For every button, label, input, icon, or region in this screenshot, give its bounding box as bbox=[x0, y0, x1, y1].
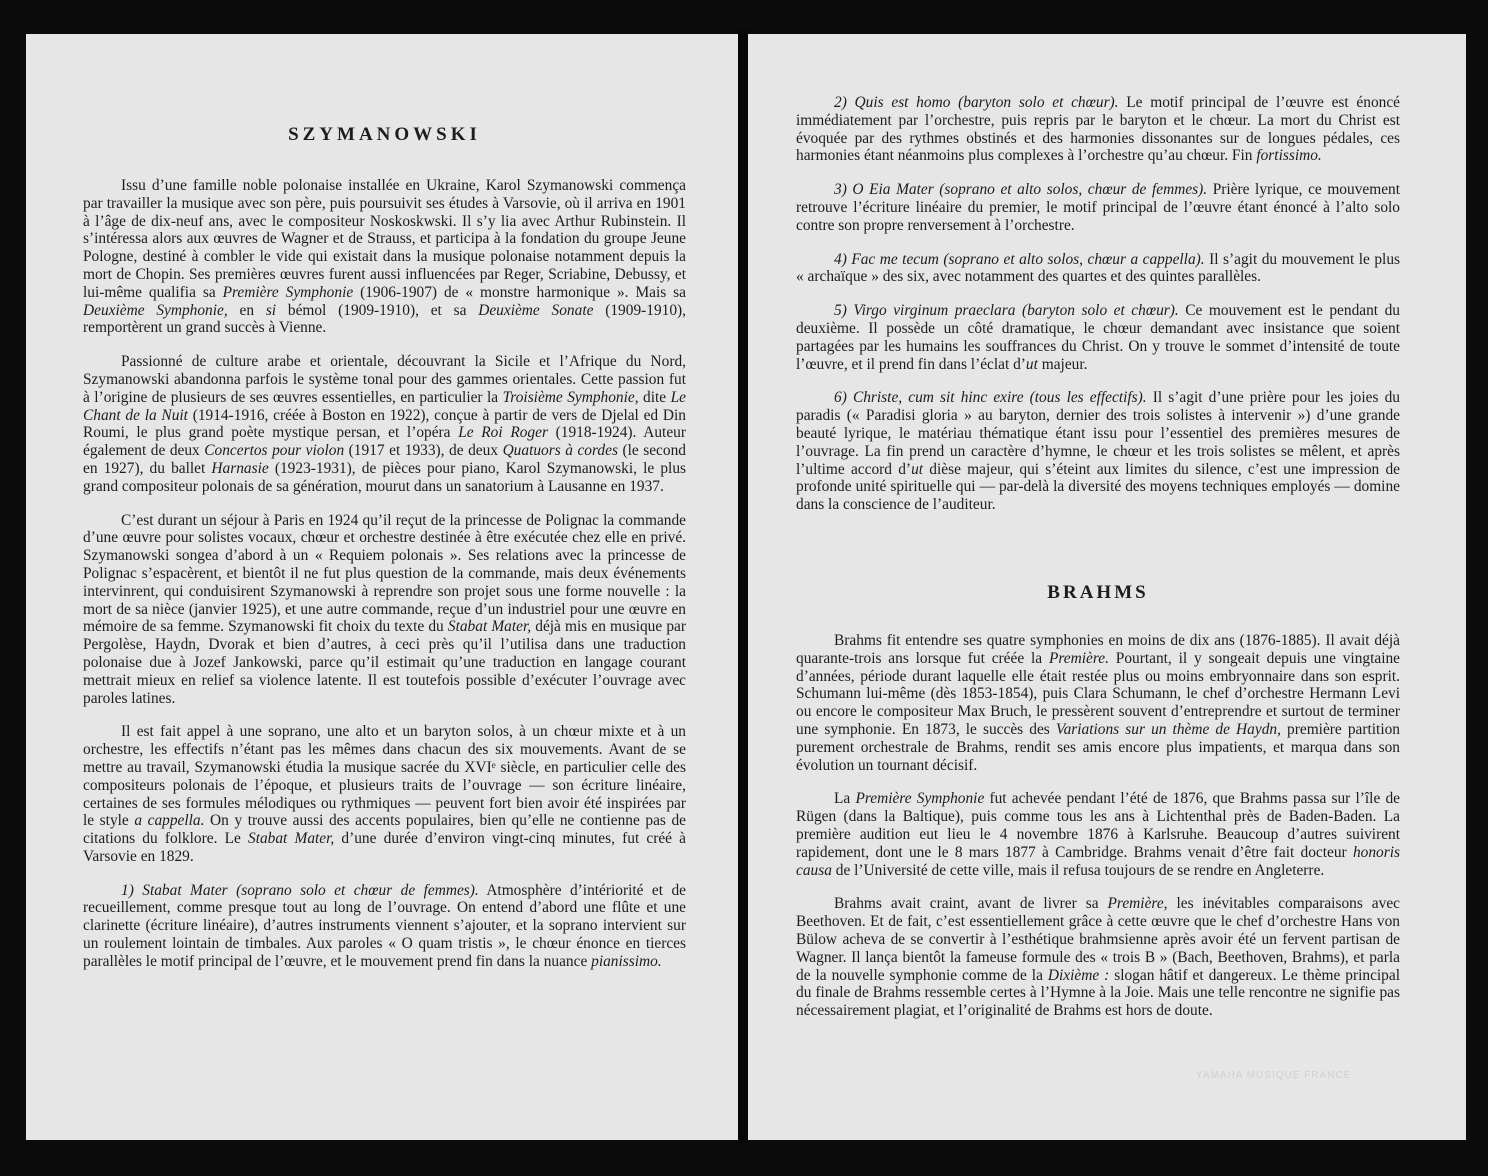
right-paragraphs-bottom bbox=[796, 632, 1400, 1020]
text-run: Brahms fit entendre ses quatre symphonies en moins de dix ans (1876-1885). Il avait déjà quarante-trois ans lorsque fut créée la bbox=[796, 632, 1400, 667]
text-run: dite bbox=[638, 388, 671, 406]
italic-run: ut bbox=[911, 460, 924, 478]
text-run: (1917 et 1933), de deux bbox=[344, 442, 503, 460]
text-run: fut achevée pendant l’été de 1876, que Brahms passa sur l’île de Rügen (dans la Baltique), puis comme tous les ans à Lichtenthal près de Baden-Baden. La première audition eut lieu le 4 novembre 1876 à Karlsruhe. Beaucoup d’autres suivirent rapidement, dont une le 8 mars 1877 à Cambridge. Brahms venait d’être fait docteur bbox=[796, 790, 1400, 861]
text-run: Il s’agit d’une prière pour les joies du paradis (« Paradisi gloria » au baryton, dernier des trois solistes à intervenir ») d’une grande beauté lyrique, le matériau thématique étant issu pour l’essentiel des premières mesures de l’ouvrage. La fin prend un caractère d’hymne, le chœur et les trois solistes se mêlent, et après l’ultime accord d’ bbox=[796, 389, 1400, 478]
text-run: (1914-1916, créée à Boston en 1922), conçue à partir de vers de Djelal ed Din Roumi, le plus grand poète mystique persan, et l’opéra bbox=[83, 406, 686, 442]
italic-run: fortissimo. bbox=[1256, 147, 1322, 165]
italic-run: Variations sur un thème de Haydn, bbox=[1055, 720, 1281, 738]
text-run: Prière lyrique, ce mouvement retrouve l’écriture linéaire du premier, le motif principal de l’œuvre étant énoncé à l’alto solo contre son propre renversement à l’orchestre. bbox=[796, 181, 1400, 234]
text-run: en bbox=[227, 301, 266, 319]
italic-run: si bbox=[265, 301, 277, 319]
italic-run: Dixième : bbox=[1047, 966, 1110, 984]
text-run: première partition purement orchestrale de Brahms, rendit ses amis encore plus impatients, et marqua dans son évolution un tournant décisif. bbox=[796, 720, 1400, 774]
paragraph bbox=[83, 723, 686, 865]
text-run: Pourtant, il y songeait depuis une vingtaine d’années, période durant laquelle elle était restée plus ou moins embryonnaire dans son esprit. Schumann lui-même (dès 1853-1854), puis Clara Schumann, le chef d’orchestre Hermann Levi ou encore le compositeur Max Bruch, le pressèrent souvent d’entreprendre et surtout de terminer une symphonie. En 1873, le succès des bbox=[796, 649, 1401, 738]
text-run: Issu d’une famille noble polonaise installée en Ukraine, Karol Szymanowski commença par travailler la musique avec son père, puis poursuivit ses études à Varsovie, où il arriva en 1901 à l’âge de dix-neuf ans, avec le compositeur Noskoskwski. Il s’y lia avec Arthur Rubinstein. Il s’intéressa alors aux œuvres de Wagner et de Strauss, et participa à la fondation du groupe Jeune Pologne, destiné à combler le vide qui existait dans la musique polonaise notamment depuis la mort de Chopin. Ses premières œuvres furent aussi influencées par Reger, Scriabine, Debussy, et lui-même qualifia sa bbox=[83, 177, 686, 301]
paragraph bbox=[83, 512, 686, 708]
italic-run: Le Chant de la Nuit bbox=[83, 388, 686, 424]
text-run: d’une durée d’environ vingt-cinq minutes, fut créé à Varsovie en 1829. bbox=[83, 830, 686, 865]
italic-run: Quatuors à cordes bbox=[502, 442, 618, 460]
italic-run: Première, bbox=[1107, 895, 1168, 913]
text-run: Il est fait appel à une soprano, une alto et un baryton solos, à un chœur mixte et à un orchestre, les effectifs n’étant pas les mêmes dans chacun des six mouvements. Avant de se mettre au travail, Szymanowski étudia la musique sacrée du XVIᵉ siècle, en particulier celle des compositeurs polonais de l’époque, et plusieurs traits de l’ouvrage — son écriture linéaire, certaines de ses formules mélodiques ou rythmiques — peuvent fort bien avoir été inspirées par le style bbox=[83, 723, 686, 830]
text-run: (1918-1924). Auteur également de deux bbox=[83, 424, 686, 460]
publisher-footer: YAMAHA MUSIQUE FRANCE bbox=[1196, 1070, 1352, 1081]
right-column-top bbox=[796, 94, 1400, 530]
paragraph bbox=[83, 882, 686, 971]
text-run: les inévitables comparaisons avec Beethoven. Et de fait, c’est essentiellement grâce à cette œuvre que le chef d’orchestre Hans von Bülow acheva de se convertir à l’esthétique brahmsienne après avoir été un fervent partisan de Wagner. Il lança bientôt la fameuse formule des « trois B » (Bach, Beethoven, Brahms), et parla de la nouvelle symphonie comme de la bbox=[796, 895, 1400, 984]
italic-run: 5) Virgo virginum praeclara (baryton solo et chœur). bbox=[834, 302, 1179, 320]
italic-run: ut bbox=[1025, 355, 1038, 373]
italic-run: Deuxième Sonate bbox=[478, 301, 594, 319]
italic-run: Le Roi Roger bbox=[458, 424, 548, 442]
text-run: (1923-1931), de pièces pour piano, Karol Szymanowski, le plus grand compositeur polonais de sa génération, mourut dans un sanatorium à Lausanne en 1937. bbox=[83, 459, 687, 495]
italic-run: Stabat Mater, bbox=[447, 618, 532, 636]
paragraph bbox=[796, 895, 1400, 1020]
italic-run: 6) Christe, cum sit hinc exire (tous les effectifs). bbox=[834, 389, 1147, 407]
text-run: On y trouve aussi des accents populaires, bien qu’elle ne contienne pas de citations du folklore. Le bbox=[83, 812, 686, 848]
text-run: Il s’agit du mouvement le plus « archaïque » des six, avec notamment des quartes et des quintes parallèles. bbox=[796, 250, 1401, 286]
right-page bbox=[748, 34, 1466, 1140]
left-page bbox=[26, 34, 738, 1140]
italic-run: Troisième Symphonie, bbox=[502, 388, 639, 406]
text-run: dièse majeur, qui s’éteint aux limites du silence, c’est une impression de profonde unité spirituelle qui — par-delà la diversité des moyens techniques employés — domine dans la conscience de l’auditeur. bbox=[796, 460, 1400, 514]
italic-run: 4) Fac me tecum (soprano et alto solos, chœur a cappella). bbox=[834, 250, 1205, 268]
text-run: (1906-1907) de « monstre harmonique ». Mais sa bbox=[353, 283, 686, 301]
text-run: slogan hâtif et dangereux. Le thème principal du finale de Brahms ressemble certes à l’Hymne à la Joie. Mais une telle rencontre ne signifie pas nécessairement plagiat, et l’originalité de Brahms est hors de doute. bbox=[796, 966, 1400, 1020]
text-run: déjà mis en musique par Pergolèse, Haydn, Dvorak et bien d’autres, à ceci près qu’il l’utilisa dans une traduction polonaise due à Jozef Jankowski, parce qu’il estimait qu’une traduction en langage courant mettrait mieux en relief sa violence latente. Il est toutefois possible d’exécuter l’ouvrage avec paroles latines. bbox=[83, 618, 686, 707]
text-run: majeur. bbox=[1037, 355, 1088, 373]
italic-run: pianissimo. bbox=[591, 952, 662, 970]
paragraph bbox=[796, 389, 1400, 514]
szymanowski-title: SZYMANOWSKI bbox=[288, 124, 481, 145]
paragraph bbox=[83, 177, 686, 337]
text-run: de l’Université de cette ville, mais il refusa toujours de se rendre en Angleterre. bbox=[831, 861, 1325, 879]
text-run: Brahms avait craint, avant de livrer sa bbox=[834, 895, 1108, 913]
book-fold bbox=[738, 30, 748, 1142]
italic-run: 2) Quis est homo (baryton solo et chœur). bbox=[834, 94, 1119, 111]
paragraph bbox=[796, 94, 1400, 165]
text-run: C’est durant un séjour à Paris en 1924 qu’il reçut de la princesse de Polignac la commande d’une œuvre pour solistes vocaux, chœur et orchestre destinée à être exécutée chez elle en privé. Szymanowski songea d’abord à un « Requiem polonais ». Ses relations avec la princesse de Polignac s’espacèrent, et bientôt il ne fut plus question de la commande, mais deux événements intervinrent, qui conduisirent Szymanowski à reprendre son projet sous une forme nouvelle : la mort de sa nièce (janvier 1925), et une autre commande, reçue d’un industriel pour une œuvre en mémoire de sa femme. Szymanowski fit choix du texte du bbox=[83, 511, 686, 636]
text-run: Passionné de culture arabe et orientale, découvrant la Sicile et l’Afrique du Nord, Szymanowski abandonna parfois le système tonal pour des gammes orientales. Cette passion fut à l’origine de plusieurs de ses œuvres essentielles, en particulier la bbox=[83, 353, 686, 406]
italic-run: a cappella. bbox=[134, 812, 205, 830]
italic-run: Première Symphonie bbox=[222, 283, 354, 301]
italic-run: honoris causa bbox=[796, 843, 1400, 879]
text-run: (1909-1910), remportèrent un grand succès à Vienne. bbox=[83, 301, 687, 337]
italic-run: Stabat Mater, bbox=[248, 830, 335, 848]
italic-run: Deuxième Symphonie, bbox=[83, 301, 228, 319]
paragraph bbox=[796, 181, 1400, 234]
text-run: Atmosphère d’intériorité et de recueillement, comme presque tout au long de l’ouvrage. On entend d’abord une flûte et une clarinette (écriture linéaire), d’autres instruments viennent s’ajouter, et la soprano intervient sur un roulement lointain de timbales. Aux paroles « O quam tristis », le chœur énonce en tierces parallèles le motif principal de l’œuvre, et le mouvement prend fin dans la nuance bbox=[83, 881, 686, 970]
text-run: (le second en 1927), du ballet bbox=[83, 442, 686, 477]
paragraph bbox=[83, 353, 686, 495]
text-run: Ce mouvement est le pendant du deuxième. Il possède un côté dramatique, le chœur demandant avec insistance que soient partagées par les humains les souffrances du Christ. On y trouve le sommet d’intensité de toute l’œuvre, et il prend fin dans l’éclat d’ bbox=[796, 302, 1400, 373]
paragraph bbox=[796, 632, 1400, 774]
text-run: bémol (1909-1910), et sa bbox=[276, 301, 479, 319]
right-paragraphs-top bbox=[796, 94, 1400, 514]
text-run: La bbox=[834, 790, 856, 808]
left-column bbox=[83, 124, 686, 987]
paragraph bbox=[796, 790, 1400, 879]
italic-run: 3) O Eia Mater (soprano et alto solos, chœur de femmes). bbox=[834, 181, 1208, 199]
italic-run: Concertos pour violon bbox=[204, 442, 345, 460]
italic-run: 1) Stabat Mater (soprano solo et chœur de femmes). bbox=[121, 881, 479, 899]
left-paragraphs bbox=[83, 177, 686, 971]
italic-run: Première. bbox=[1048, 649, 1109, 667]
paragraph bbox=[796, 302, 1400, 373]
right-column-bottom bbox=[796, 582, 1400, 1036]
paragraph bbox=[796, 251, 1400, 287]
text-run: Le motif principal de l’œuvre est énoncé immédiatement par l’orchestre, puis repris par le baryton et le chœur. La mort du Christ est évoquée par des rythmes obstinés et des harmonies dissonantes sur de longues pédales, ces harmonies étant néanmoins plus complexes à l’orchestre qu’au chœur. Fin bbox=[796, 94, 1400, 165]
italic-run: Harnasie bbox=[211, 459, 269, 477]
italic-run: Première Symphonie bbox=[855, 790, 985, 808]
brahms-title: BRAHMS bbox=[1047, 582, 1149, 603]
